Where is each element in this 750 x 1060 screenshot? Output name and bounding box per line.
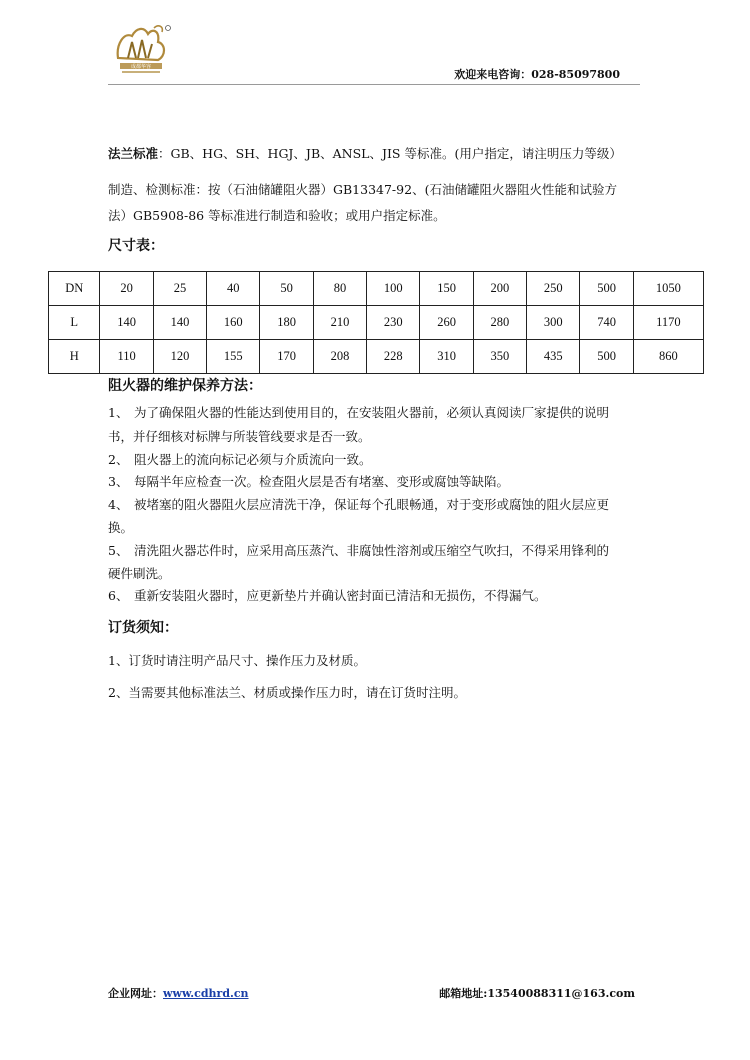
table-cell: 20 [100,272,153,306]
maintenance-item-5 [108,543,648,559]
maintenance-item-5-cont: 硬件刷洗。 [108,566,171,581]
list-number: 1、 [108,405,129,420]
list-text: 被堵塞的阻火器阻火层应清洗干净，保证每个孔眼畅通，对于变形或腐蚀的阻火层应更 [134,497,610,512]
header-divider [108,84,640,85]
list-number: 5、 [108,543,129,558]
table-cell: 435 [527,340,580,374]
table-cell: 860 [633,340,703,374]
table-cell: 500 [580,272,633,306]
table-cell: 40 [207,272,260,306]
list-number: 6、 [108,588,129,603]
footer-email: 邮箱地址:13540088311@163.com [439,987,635,1000]
table-cell: 140 [153,306,206,340]
maintenance-item-4-cont: 换。 [108,520,134,535]
table-cell: 155 [207,340,260,374]
table-cell: 300 [527,306,580,340]
flange-standard-text: ：GB、HG、SH、HGJ、JB、ANSL、JIS 等标准。(用户指定，请注明压力等级） [158,146,622,161]
maintenance-item-1 [108,405,648,421]
list-text: 重新安装阻火器时，应更新垫片并确认密封面已清洁和无损伤，不得漏气。 [134,588,547,603]
table-cell: 1170 [633,306,703,340]
table-cell: 150 [420,272,473,306]
website-link[interactable]: www.cdhrd.cn [163,987,249,1000]
maintenance-item-4 [108,497,648,513]
table-cell: DN [49,272,100,306]
table-row [49,306,704,340]
dimension-table [48,271,704,374]
table-row [49,272,704,306]
order-note-1: 1、订货时请注明产品尺寸、操作压力及材质。 [108,653,366,668]
list-number: 2、 [108,452,129,467]
flange-standard-line [108,146,648,162]
list-number: 3、 [108,474,129,489]
table-cell: 310 [420,340,473,374]
maintenance-item-2 [108,452,648,468]
table-row [49,340,704,374]
company-logo [108,22,176,78]
table-cell: 25 [153,272,206,306]
dimension-table-title: 尺寸表： [108,238,164,254]
list-text: 为了确保阻火器的性能达到使用目的，在安装阻火器前，必须认真阅读厂家提供的说明 [134,405,610,420]
flange-standard-label: 法兰标准 [108,146,159,161]
maintenance-item-6 [108,588,648,604]
table-cell: 110 [100,340,153,374]
table-cell: 160 [207,306,260,340]
list-text: 每隔半年应检查一次。检查阻火层是否有堵塞、变形或腐蚀等缺陷。 [134,474,510,489]
table-cell: 80 [313,272,366,306]
table-cell: 228 [367,340,420,374]
table-cell: 1050 [633,272,703,306]
table-cell: 230 [367,306,420,340]
footer-website [108,985,249,1001]
maintenance-title: 阻火器的维护保养方法： [108,378,262,394]
list-text: 阻火器上的流向标记必须与介质流向一致。 [134,452,372,467]
table-cell: 180 [260,306,313,340]
list-text: 清洗阻火器芯件时，应采用高压蒸汽、非腐蚀性溶剂或压缩空气吹扫，不得采用锋利的 [134,543,610,558]
table-cell: 140 [100,306,153,340]
table-cell: 208 [313,340,366,374]
table-cell: 120 [153,340,206,374]
manufacture-standard-line-1: 制造、检测标准：按（石油储罐阻火器）GB13347-92、(石油储罐阻火器阻火性能和试验方 [108,182,617,197]
table-cell: 170 [260,340,313,374]
list-number: 4、 [108,497,129,512]
table-cell: 50 [260,272,313,306]
table-cell: 500 [580,340,633,374]
manufacture-standard-line-2: 法）GB5908-86 等标准进行制造和验收；或用户指定标准。 [108,208,446,223]
table-cell: 210 [313,306,366,340]
maintenance-item-1-cont: 书，并仔细核对标牌与所装管线要求是否一致。 [108,429,371,444]
table-cell: 740 [580,306,633,340]
table-cell: 250 [527,272,580,306]
website-label: 企业网址： [108,987,163,1000]
order-note-2: 2、当需要其他标准法兰、材质或操作压力时，请在订货时注明。 [108,685,466,700]
svg-text:成都华容: 成都华容 [130,64,152,70]
table-cell: 280 [473,306,526,340]
table-cell: 100 [367,272,420,306]
table-cell: 350 [473,340,526,374]
table-cell: L [49,306,100,340]
table-cell: 200 [473,272,526,306]
table-cell: H [49,340,100,374]
order-notes-title: 订货须知： [108,620,178,636]
header-phone: 欢迎来电咨询：028-85097800 [454,68,620,81]
table-cell: 260 [420,306,473,340]
maintenance-item-3 [108,474,648,490]
